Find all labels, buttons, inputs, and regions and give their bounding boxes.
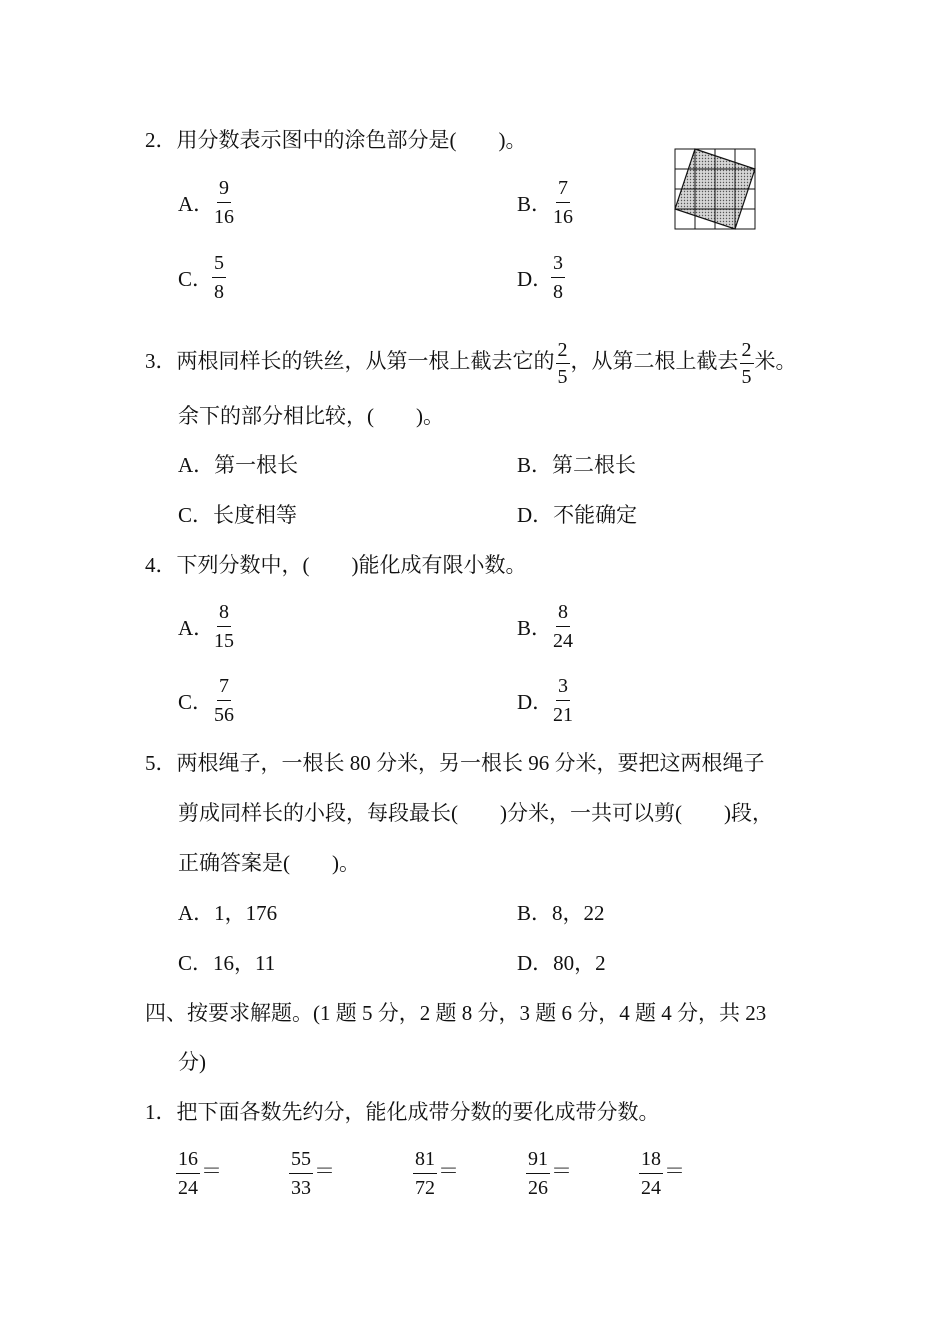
q2-stem: 2．用分数表示图中的涂色部分是( )。 [145, 128, 527, 152]
q4-option-d-fraction [553, 675, 573, 726]
q3-option-d: D．不能确定 [517, 503, 638, 527]
q5-stem-line3: 正确答案是( )。 [178, 851, 360, 875]
equals-sign: ＝ [314, 1159, 335, 1183]
s4q1-fraction-4 [526, 1148, 550, 1199]
numerator: 3 [556, 675, 570, 701]
q5-stem-line2: 剪成同样长的小段，每段最长( )分米，一共可以剪( )段， [178, 801, 773, 825]
q3-option-b: B．第二根长 [517, 453, 637, 477]
denominator: 15 [214, 630, 234, 652]
q5-option-d: D．80，2 [517, 951, 606, 975]
s4q1-stem: 1．把下面各数先约分，能化成带分数的要化成带分数。 [145, 1100, 660, 1124]
denominator: 8 [553, 281, 563, 303]
q2-option-a-label: A． [178, 192, 215, 216]
numerator: 16 [176, 1148, 200, 1174]
q2-option-c-fraction [212, 252, 226, 303]
equals-sign: ＝ [551, 1159, 572, 1183]
denominator: 5 [557, 365, 568, 388]
denominator: 24 [553, 630, 573, 652]
numerator: 81 [413, 1148, 437, 1174]
q2-option-b-label: B． [517, 192, 553, 216]
denominator: 8 [214, 281, 224, 303]
numerator: 7 [217, 675, 231, 701]
q2-option-b-fraction [553, 177, 573, 228]
q3-part2: ，从第二根上截去 [570, 349, 739, 373]
q3-option-c: C．长度相等 [178, 503, 298, 527]
q4-option-b-label: B． [517, 616, 553, 640]
numerator: 2 [740, 339, 754, 364]
grid-figure [674, 148, 756, 235]
denominator: 21 [553, 704, 573, 726]
denominator: 24 [641, 1177, 661, 1199]
numerator: 2 [556, 339, 570, 364]
denominator: 33 [291, 1177, 311, 1199]
q4-option-a-label: A． [178, 616, 215, 640]
equals-sign: ＝ [438, 1159, 459, 1183]
numerator: 5 [212, 252, 226, 278]
q4-option-a-fraction [214, 601, 234, 652]
denominator: 5 [741, 365, 752, 388]
section4-heading-line1: 四、按要求解题。(1 题 5 分，2 题 8 分，3 题 6 分，4 题 4 分，共 23 [145, 1001, 767, 1025]
q3-fraction-2 [740, 339, 754, 388]
denominator: 72 [415, 1177, 435, 1199]
q3-fraction-1 [556, 339, 570, 388]
denominator: 26 [528, 1177, 548, 1199]
numerator: 9 [217, 177, 231, 203]
q4-stem: 4．下列分数中，( )能化成有限小数。 [145, 553, 527, 577]
equals-sign: ＝ [201, 1159, 222, 1183]
s4q1-fraction-1 [176, 1148, 200, 1199]
numerator: 18 [639, 1148, 663, 1174]
s4q1-fraction-3 [413, 1148, 437, 1199]
q3-stem-line2: 余下的部分相比较，( )。 [178, 404, 444, 428]
equals-sign: ＝ [664, 1159, 685, 1183]
numerator: 91 [526, 1148, 550, 1174]
q3-stem-line1 [145, 336, 797, 388]
q2-option-d-label: D． [517, 267, 554, 291]
numerator: 55 [289, 1148, 313, 1174]
s4q1-fraction-5 [639, 1148, 663, 1199]
q2-option-a-fraction [214, 177, 234, 228]
q5-option-c: C．16，11 [178, 951, 276, 975]
denominator: 16 [553, 206, 573, 228]
numerator: 8 [556, 601, 570, 627]
q5-option-b: B．8，22 [517, 901, 605, 925]
q2-option-c-label: C． [178, 267, 214, 291]
q5-stem-line1: 5．两根绳子，一根长 80 分米，另一根长 96 分米，要把这两根绳子 [145, 751, 765, 775]
q5-option-a: A．1，176 [178, 901, 278, 925]
numerator: 8 [217, 601, 231, 627]
q2-option-d-fraction [551, 252, 565, 303]
numerator: 7 [556, 177, 570, 203]
shaded-square-diagram [674, 148, 756, 230]
denominator: 24 [178, 1177, 198, 1199]
denominator: 56 [214, 704, 234, 726]
q3-option-a: A．第一根长 [178, 453, 299, 477]
section4-heading-line2: 分) [178, 1050, 206, 1074]
numerator: 3 [551, 252, 565, 278]
q4-option-b-fraction [553, 601, 573, 652]
denominator: 16 [214, 206, 234, 228]
q4-option-c-label: C． [178, 690, 214, 714]
s4q1-fraction-2 [289, 1148, 313, 1199]
q4-option-c-fraction [214, 675, 234, 726]
q3-part3: 米。 [754, 349, 797, 373]
q3-part1: 3．两根同样长的铁丝，从第一根上截去它的 [145, 349, 555, 373]
q4-option-d-label: D． [517, 690, 554, 714]
